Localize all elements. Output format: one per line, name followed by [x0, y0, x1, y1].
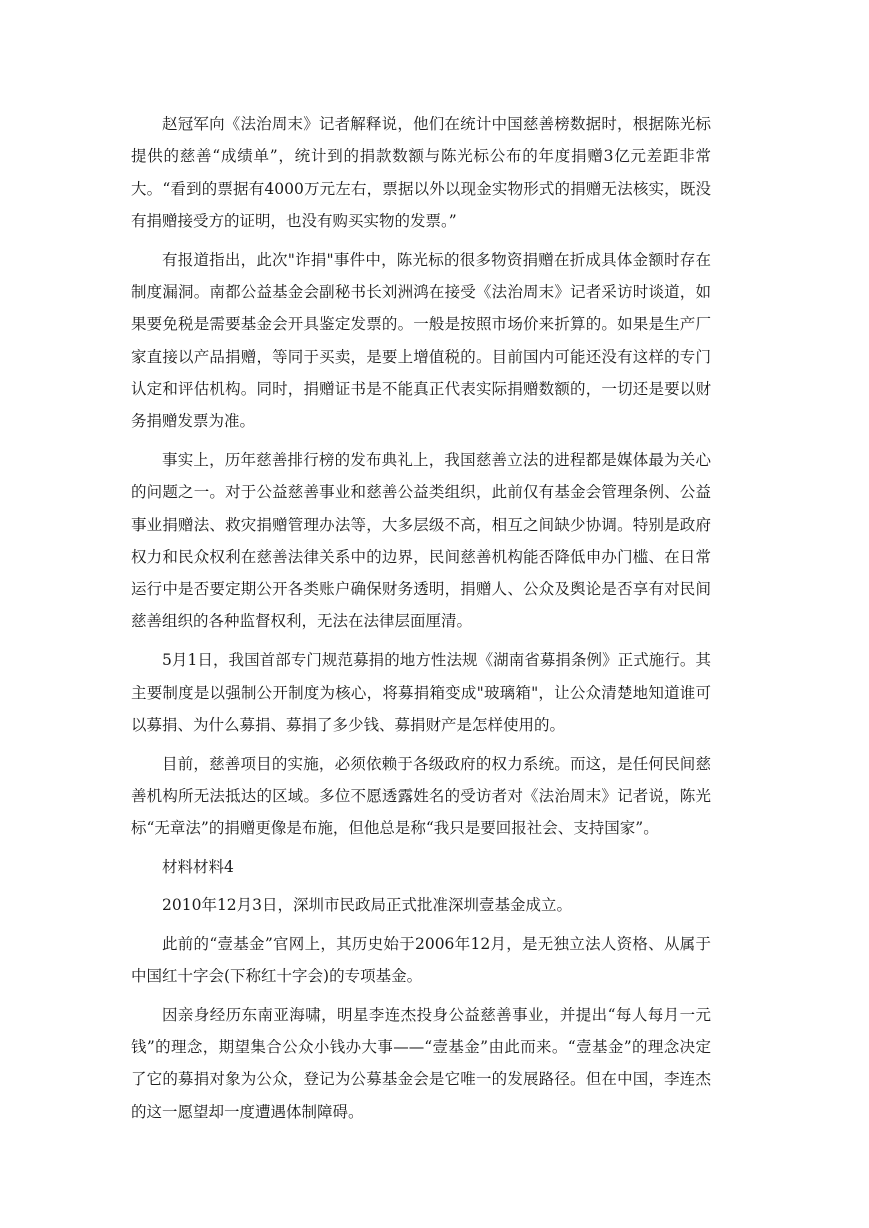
paragraph-donation-loophole: 有报道指出，此次"诈捐"事件中，陈光标的很多物资捐赠在折成具体金额时存在制度漏洞。南都公益基金会副秘书长刘洲鸿在接受《法治周末》记者采访时谈道，如果要免税是需要基金会开具鉴定发票的。一般是按照市场价来折算的。如果是生产厂家直接以产品捐赠，等同于买卖，是要上增值税的。目前国内可能还没有这样的专门认定和评估机构。同时，捐赠证书是不能真正代表实际捐赠数额的，一切还是要以财务捐赠发票为准。 — [131, 250, 711, 431]
paragraph-one-foundation-history: 此前的“壹基金”官网上，其历史始于2006年12月，是无独立法人资格、从属于中国红十字会(下称红十字会)的专项基金。 — [131, 934, 711, 985]
material-heading: 材料材料4 — [162, 858, 234, 877]
paragraph-hunan-regulation: 5月1日，我国首部专门规范募捐的地方性法规《湖南省募捐条例》正式施行。其主要制度是以强制公开制度为核心，将募捐箱变成"玻璃箱"，让公众清楚地知道谁可以募捐、为什么募捐、募捐了多少钱、募捐财产是怎样使用的。 — [131, 651, 711, 734]
document-body — [131, 108, 711, 1134]
paragraph-charity-legislation: 事实上，历年慈善排行榜的发布典礼上，我国慈善立法的进程都是媒体最为关心的问题之一。对于公益慈善事业和慈善公益类组织，此前仅有基金会管理条例、公益事业捐赠法、救灾捐赠管理办法等，大多层级不高，相互之间缺少协调。特别是政府权力和民众权利在慈善法律关系中的边界，民间慈善机构能否降低申办门槛、在日常运行中是否要定期公开各类账户确保财务透明，捐赠人、公众及舆论是否享有对民间慈善组织的各种监督权利，无法在法律层面厘清。 — [131, 450, 711, 631]
paragraph-shenzhen-approval: 2010年12月3日，深圳市民政局正式批准深圳壹基金成立。 — [162, 896, 573, 915]
paragraph-zhao-guanjun: 赵冠军向《法治周末》记者解释说，他们在统计中国慈善榜数据时，根据陈光标提供的慈善“成绩单”，统计到的捐款数额与陈光标公布的年度捐赠3亿元差距非常大。“看到的票据有4000万元左右，票据以外以现金实物形式的捐赠无法核实，既没有捐赠接受方的证明，也没有购买实物的发票。” — [131, 115, 711, 230]
paragraph-jet-li: 因亲身经历东南亚海啸，明星李连杰投身公益慈善事业，并提出“每人每月一元钱”的理念，期望集合公众小钱办大事——“壹基金”由此而来。“壹基金”的理念决定了它的募捐对象为公众，登记为公募基金会是它唯一的发展路径。但在中国，李连杰的这一愿望却一度遭遇体制障碍。 — [131, 1005, 711, 1121]
paragraph-government-power: 目前，慈善项目的实施，必须依赖于各级政府的权力系统。而这，是任何民间慈善机构所无法抵达的区域。多位不愿透露姓名的受访者对《法治周末》记者说，陈光标“无章法”的捐赠更像是布施，但他总是称“我只是要回报社会、支持国家”。 — [131, 754, 711, 838]
